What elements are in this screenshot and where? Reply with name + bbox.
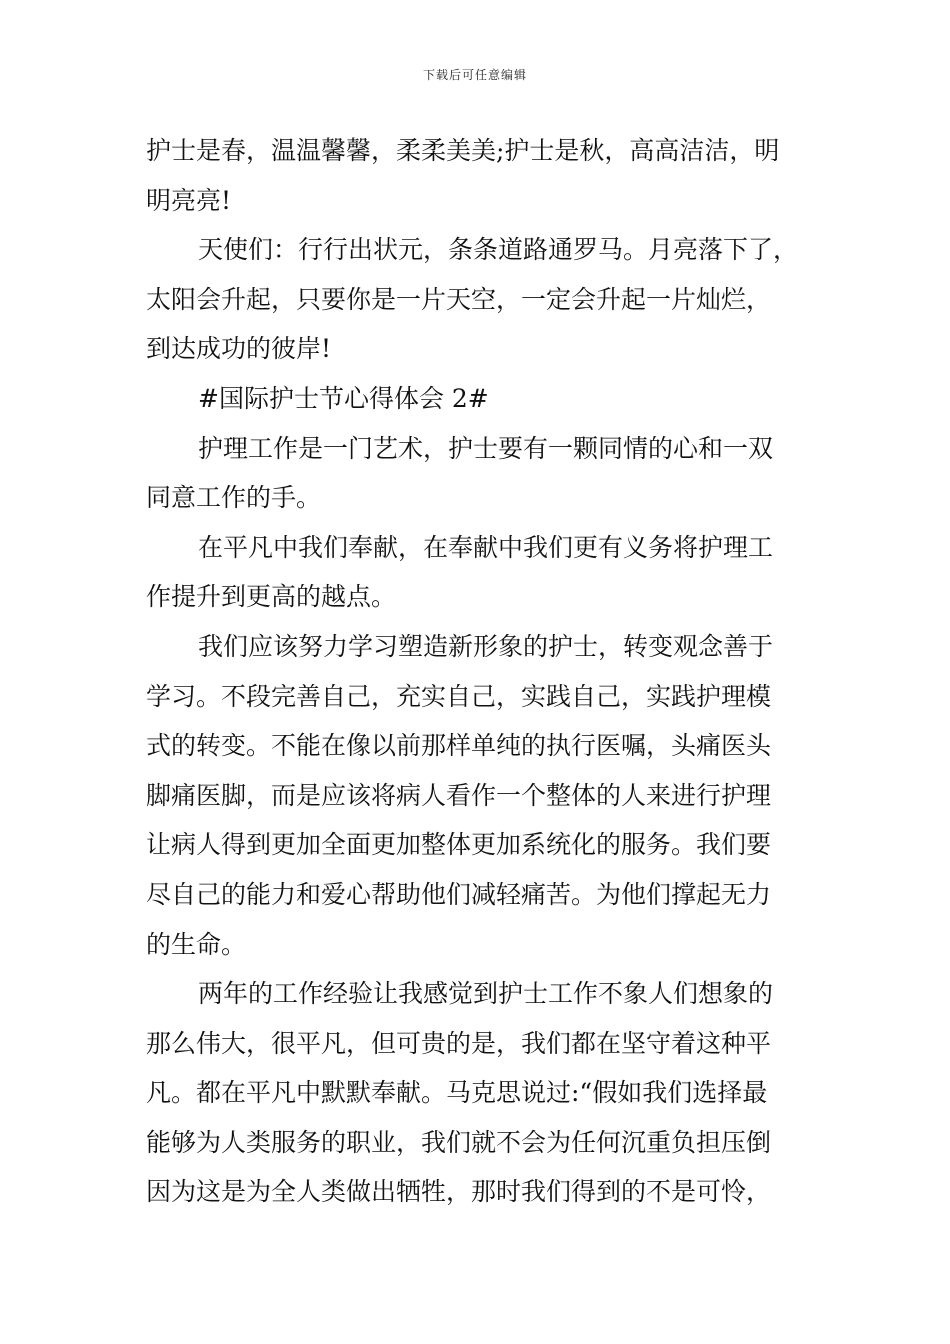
page-header: 下载后可任意编辑 — [422, 68, 527, 82]
text-line: 的生命。 — [146, 929, 247, 959]
text-line: 太阳会升起，只要你是一片天空，一定会升起一片灿烂， — [146, 284, 772, 314]
text-line: 脚痛医脚，而是应该将病人看作一个整体的人来进行护理 — [146, 780, 772, 810]
text-line: 两年的工作经验让我感觉到护士工作不象人们想象的 — [198, 979, 774, 1009]
text-line: 我们应该努力学习塑造新形象的护士，转变观念善于 — [198, 631, 774, 661]
text-line: 同意工作的手。 — [146, 483, 322, 513]
text-line: 作提升到更高的越点。 — [146, 582, 397, 612]
section-heading: #国际护士节心得体会 2# — [198, 383, 489, 413]
text-line: 护士是春，温温馨馨，柔柔美美;护士是秋，高高洁洁，明 — [146, 136, 780, 165]
text-line: 在平凡中我们奉献，在奉献中我们更有义务将护理工 — [198, 532, 774, 562]
text-line: 凡。都在平凡中默默奉献。马克思说过:“假如我们选择最 — [146, 1078, 768, 1108]
text-line: 尽自己的能力和爱心帮助他们减轻痛苦。为他们撑起无力 — [146, 879, 772, 909]
text-line: 天使们：行行出状元，条条道路通罗马。月亮落下了， — [198, 235, 799, 265]
text-line: 那么伟大，很平凡，但可贵的是，我们都在坚守着这种平 — [146, 1028, 772, 1058]
text-line: 学习。不段完善自己，充实自己，实践自己，实践护理模 — [146, 681, 772, 711]
text-line: 护理工作是一门艺术，护士要有一颗同情的心和一双 — [198, 433, 774, 463]
text-line: 让病人得到更加全面更加整体更加系统化的服务。我们要 — [146, 830, 772, 860]
text-line: 式的转变。不能在像以前那样单纯的执行医嘱，头痛医头 — [146, 731, 772, 761]
text-line: 明亮亮! — [146, 185, 232, 215]
text-line: 因为这是为全人类做出牺牲，那时我们得到的不是可怜， — [146, 1177, 772, 1207]
text-line: 到达成功的彼岸! — [146, 334, 332, 364]
text-line: 能够为人类服务的职业，我们就不会为任何沉重负担压倒 — [146, 1127, 772, 1157]
document-body — [146, 126, 816, 1217]
